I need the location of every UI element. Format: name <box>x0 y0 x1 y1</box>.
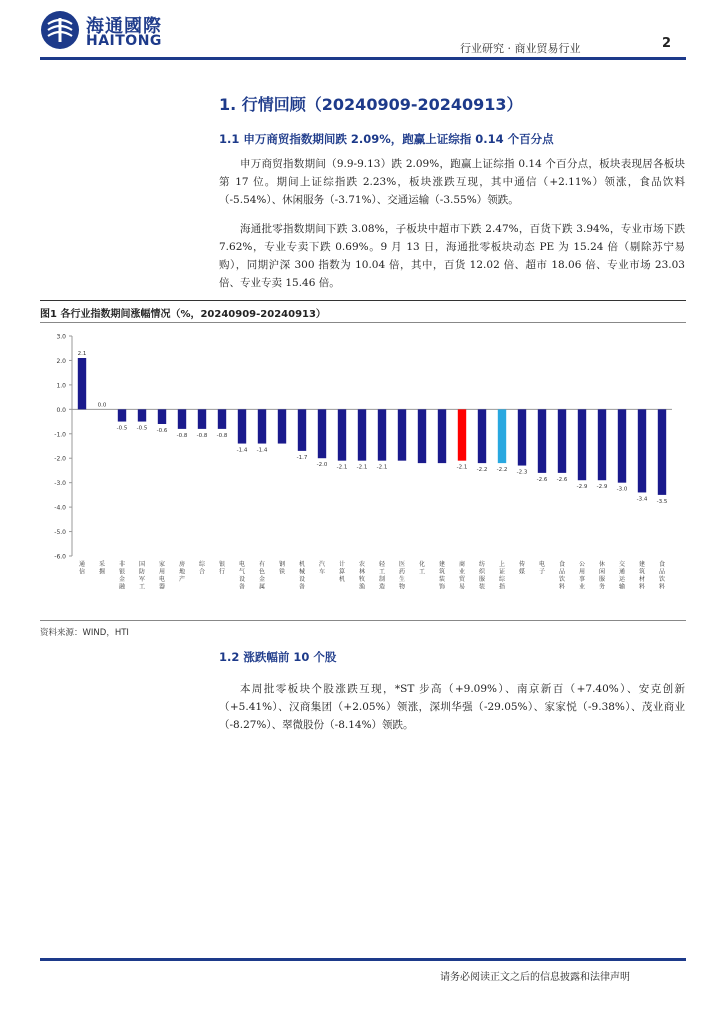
haitong-logo-icon <box>40 10 80 50</box>
data-label: -2.6 <box>556 476 568 483</box>
data-label: -2.3 <box>516 469 528 476</box>
x-tick-label: 公用事业 <box>578 561 586 591</box>
x-tick-label: 机械设备 <box>298 561 306 591</box>
data-label: -2.9 <box>596 484 608 491</box>
header-section-label: 行业研究 · 商业贸易行业 <box>460 42 581 55</box>
figure-bottom-rule <box>40 620 686 621</box>
x-tick-label: 食品饮料 <box>558 561 566 591</box>
x-tick-label: 钢铁 <box>278 561 286 576</box>
bar <box>118 409 126 421</box>
paragraph-3: 本周批零板块个股涨跌互现，*ST 步高（+9.09%）、南京新百（+7.40%）、安克创新（+5.41%）、汉商集团（+2.05%）领涨，深圳华强（-29.05%）、家家悦（-9.38%）、茂业商业（-8.27%）、翠微股份（-8.14%）领跌。 <box>219 683 685 731</box>
data-label: -2.1 <box>356 464 368 471</box>
y-tick-label: -5.0 <box>54 529 66 537</box>
bar <box>538 409 546 473</box>
bar <box>358 409 366 460</box>
x-tick-label: 纺织服装 <box>478 561 486 591</box>
data-label: -2.6 <box>536 476 548 483</box>
figure-title: 图1 各行业指数期间涨幅情况（%，20240909-20240913） <box>40 309 326 320</box>
bar <box>158 409 166 424</box>
header-rule <box>40 57 686 60</box>
y-tick-label: -1.0 <box>54 431 66 439</box>
data-label: -2.1 <box>336 464 348 471</box>
x-tick-label: 休闲服务 <box>598 561 606 591</box>
x-tick-label: 化工 <box>418 561 426 576</box>
x-tick-label: 计算机 <box>338 561 346 583</box>
page-number: 2 <box>662 36 672 51</box>
x-tick-label: 非银金融 <box>118 561 126 591</box>
bar <box>598 409 606 480</box>
x-tick-label: 国防军工 <box>138 561 146 591</box>
data-label: -2.2 <box>496 467 508 474</box>
data-label: -3.4 <box>636 496 648 503</box>
paragraph-1: 申万商贸指数期间（9.9-9.13）跌 2.09%，跑赢上证综指 0.14 个百分点，板块表现居各板块第 17 位。期间上证综指跌 2.23%，板块涨跌互现，其中通信（+2.11%）领涨，食品饮料（-5.54%）、休闲服务（-3.71%）、交通运输（-3.55%）领跌。 <box>219 158 685 206</box>
bar <box>78 358 86 409</box>
y-tick-label: -4.0 <box>54 504 66 512</box>
data-label: 0.0 <box>97 402 107 409</box>
bar <box>438 409 446 463</box>
x-tick-label: 有色金属 <box>258 561 266 591</box>
data-label: -1.7 <box>296 454 308 461</box>
x-tick-label: 农林牧渔 <box>358 561 366 591</box>
x-tick-label: 建筑材料 <box>638 561 646 591</box>
bar <box>578 409 586 480</box>
y-tick-label: -6.0 <box>54 553 66 561</box>
bar <box>298 409 306 451</box>
x-tick-label: 建筑装饰 <box>438 561 446 591</box>
x-tick-label: 传媒 <box>518 561 526 576</box>
bar <box>558 409 566 473</box>
paragraph-2: 海通批零指数期间下跌 3.08%，子板块中超市下跌 2.47%，百货下跌 3.94%，专业市场下跌 7.62%，专业专卖下跌 0.69%。9 月 13 日，海通批零板块动态 PE 为 15.24 倍（剔除苏宁易购），同期沪深 300 指数为 10.04 倍，其中，百货 12.02 倍、超市 18.06 倍、专业市场 23.03 倍、专业专卖 15.46 倍。 <box>219 223 685 289</box>
x-tick-label: 医药生物 <box>398 561 406 591</box>
bar <box>318 409 326 458</box>
bar <box>258 409 266 443</box>
bar <box>178 409 186 429</box>
x-tick-label: 商业贸易 <box>458 561 466 591</box>
bar <box>198 409 206 429</box>
x-tick-label: 银行 <box>218 561 226 576</box>
bar <box>218 409 226 429</box>
x-tick-label: 采掘 <box>98 561 106 576</box>
bar <box>398 409 406 460</box>
data-label: -3.0 <box>616 486 628 493</box>
x-tick-label: 上证综指 <box>498 561 506 591</box>
data-label: -1.4 <box>256 447 268 454</box>
subsection-title-2: 1.2 涨跌幅前 10 个股 <box>219 650 337 664</box>
x-tick-label: 交通运输 <box>618 561 626 591</box>
logo-chinese: 海通國際 <box>86 16 162 37</box>
subsection-title-1: 1.1 申万商贸指数期间跌 2.09%，跑赢上证综指 0.14 个百分点 <box>219 132 554 146</box>
data-label: -0.8 <box>196 432 208 439</box>
x-tick-label: 电子 <box>538 561 546 576</box>
data-label: -1.4 <box>236 447 248 454</box>
x-tick-label: 汽车 <box>318 561 326 576</box>
bar <box>338 409 346 460</box>
data-label: -0.6 <box>156 428 168 434</box>
section-title: 1. 行情回顾（20240909-20240913） <box>219 95 523 114</box>
figure-title-rule <box>40 322 686 323</box>
y-tick-label: 1.0 <box>56 382 66 390</box>
x-tick-label: 电气设备 <box>238 561 246 591</box>
bar <box>498 409 506 463</box>
y-tick-label: 0.0 <box>56 406 66 414</box>
bar <box>478 409 486 463</box>
data-label: -2.1 <box>376 464 388 471</box>
data-label: -3.5 <box>656 498 668 505</box>
industry-return-bar-chart <box>40 330 680 618</box>
bar <box>458 409 466 460</box>
data-label: -2.9 <box>576 484 588 491</box>
data-label: -2.0 <box>316 462 328 469</box>
x-tick-label: 房地产 <box>178 561 186 583</box>
footer-rule <box>40 958 686 961</box>
bar <box>638 409 646 492</box>
x-tick-label: 综合 <box>198 561 206 576</box>
bar <box>378 409 386 460</box>
data-label: -2.1 <box>456 464 468 471</box>
logo-english: HAITONG <box>86 33 162 49</box>
x-tick-label: 食品饮料 <box>658 561 666 591</box>
bar <box>518 409 526 465</box>
x-tick-label: 轻工制造 <box>378 561 386 591</box>
footer-disclaimer: 请务必阅读正文之后的信息披露和法律声明 <box>440 972 630 983</box>
y-tick-label: 3.0 <box>56 333 66 341</box>
x-tick-label: 家用电器 <box>158 561 166 591</box>
data-label: -2.2 <box>476 467 488 474</box>
y-tick-label: -2.0 <box>54 455 66 463</box>
data-label: -0.5 <box>136 425 148 432</box>
bar <box>418 409 426 463</box>
data-label: -0.5 <box>116 425 128 432</box>
y-tick-label: -3.0 <box>54 480 66 488</box>
bar <box>138 409 146 421</box>
bar <box>278 409 286 443</box>
bar <box>658 409 666 495</box>
bar <box>618 409 626 482</box>
x-tick-label: 通信 <box>78 561 86 576</box>
data-label: 2.1 <box>77 351 87 357</box>
data-label: -0.8 <box>176 432 188 439</box>
haitong-logo <box>40 10 170 50</box>
y-tick-label: 2.0 <box>56 357 66 365</box>
figure-top-rule <box>40 300 686 301</box>
bar <box>238 409 246 443</box>
figure-source: 资料来源：WIND，HTI <box>40 628 129 638</box>
data-label: -0.8 <box>216 432 228 439</box>
